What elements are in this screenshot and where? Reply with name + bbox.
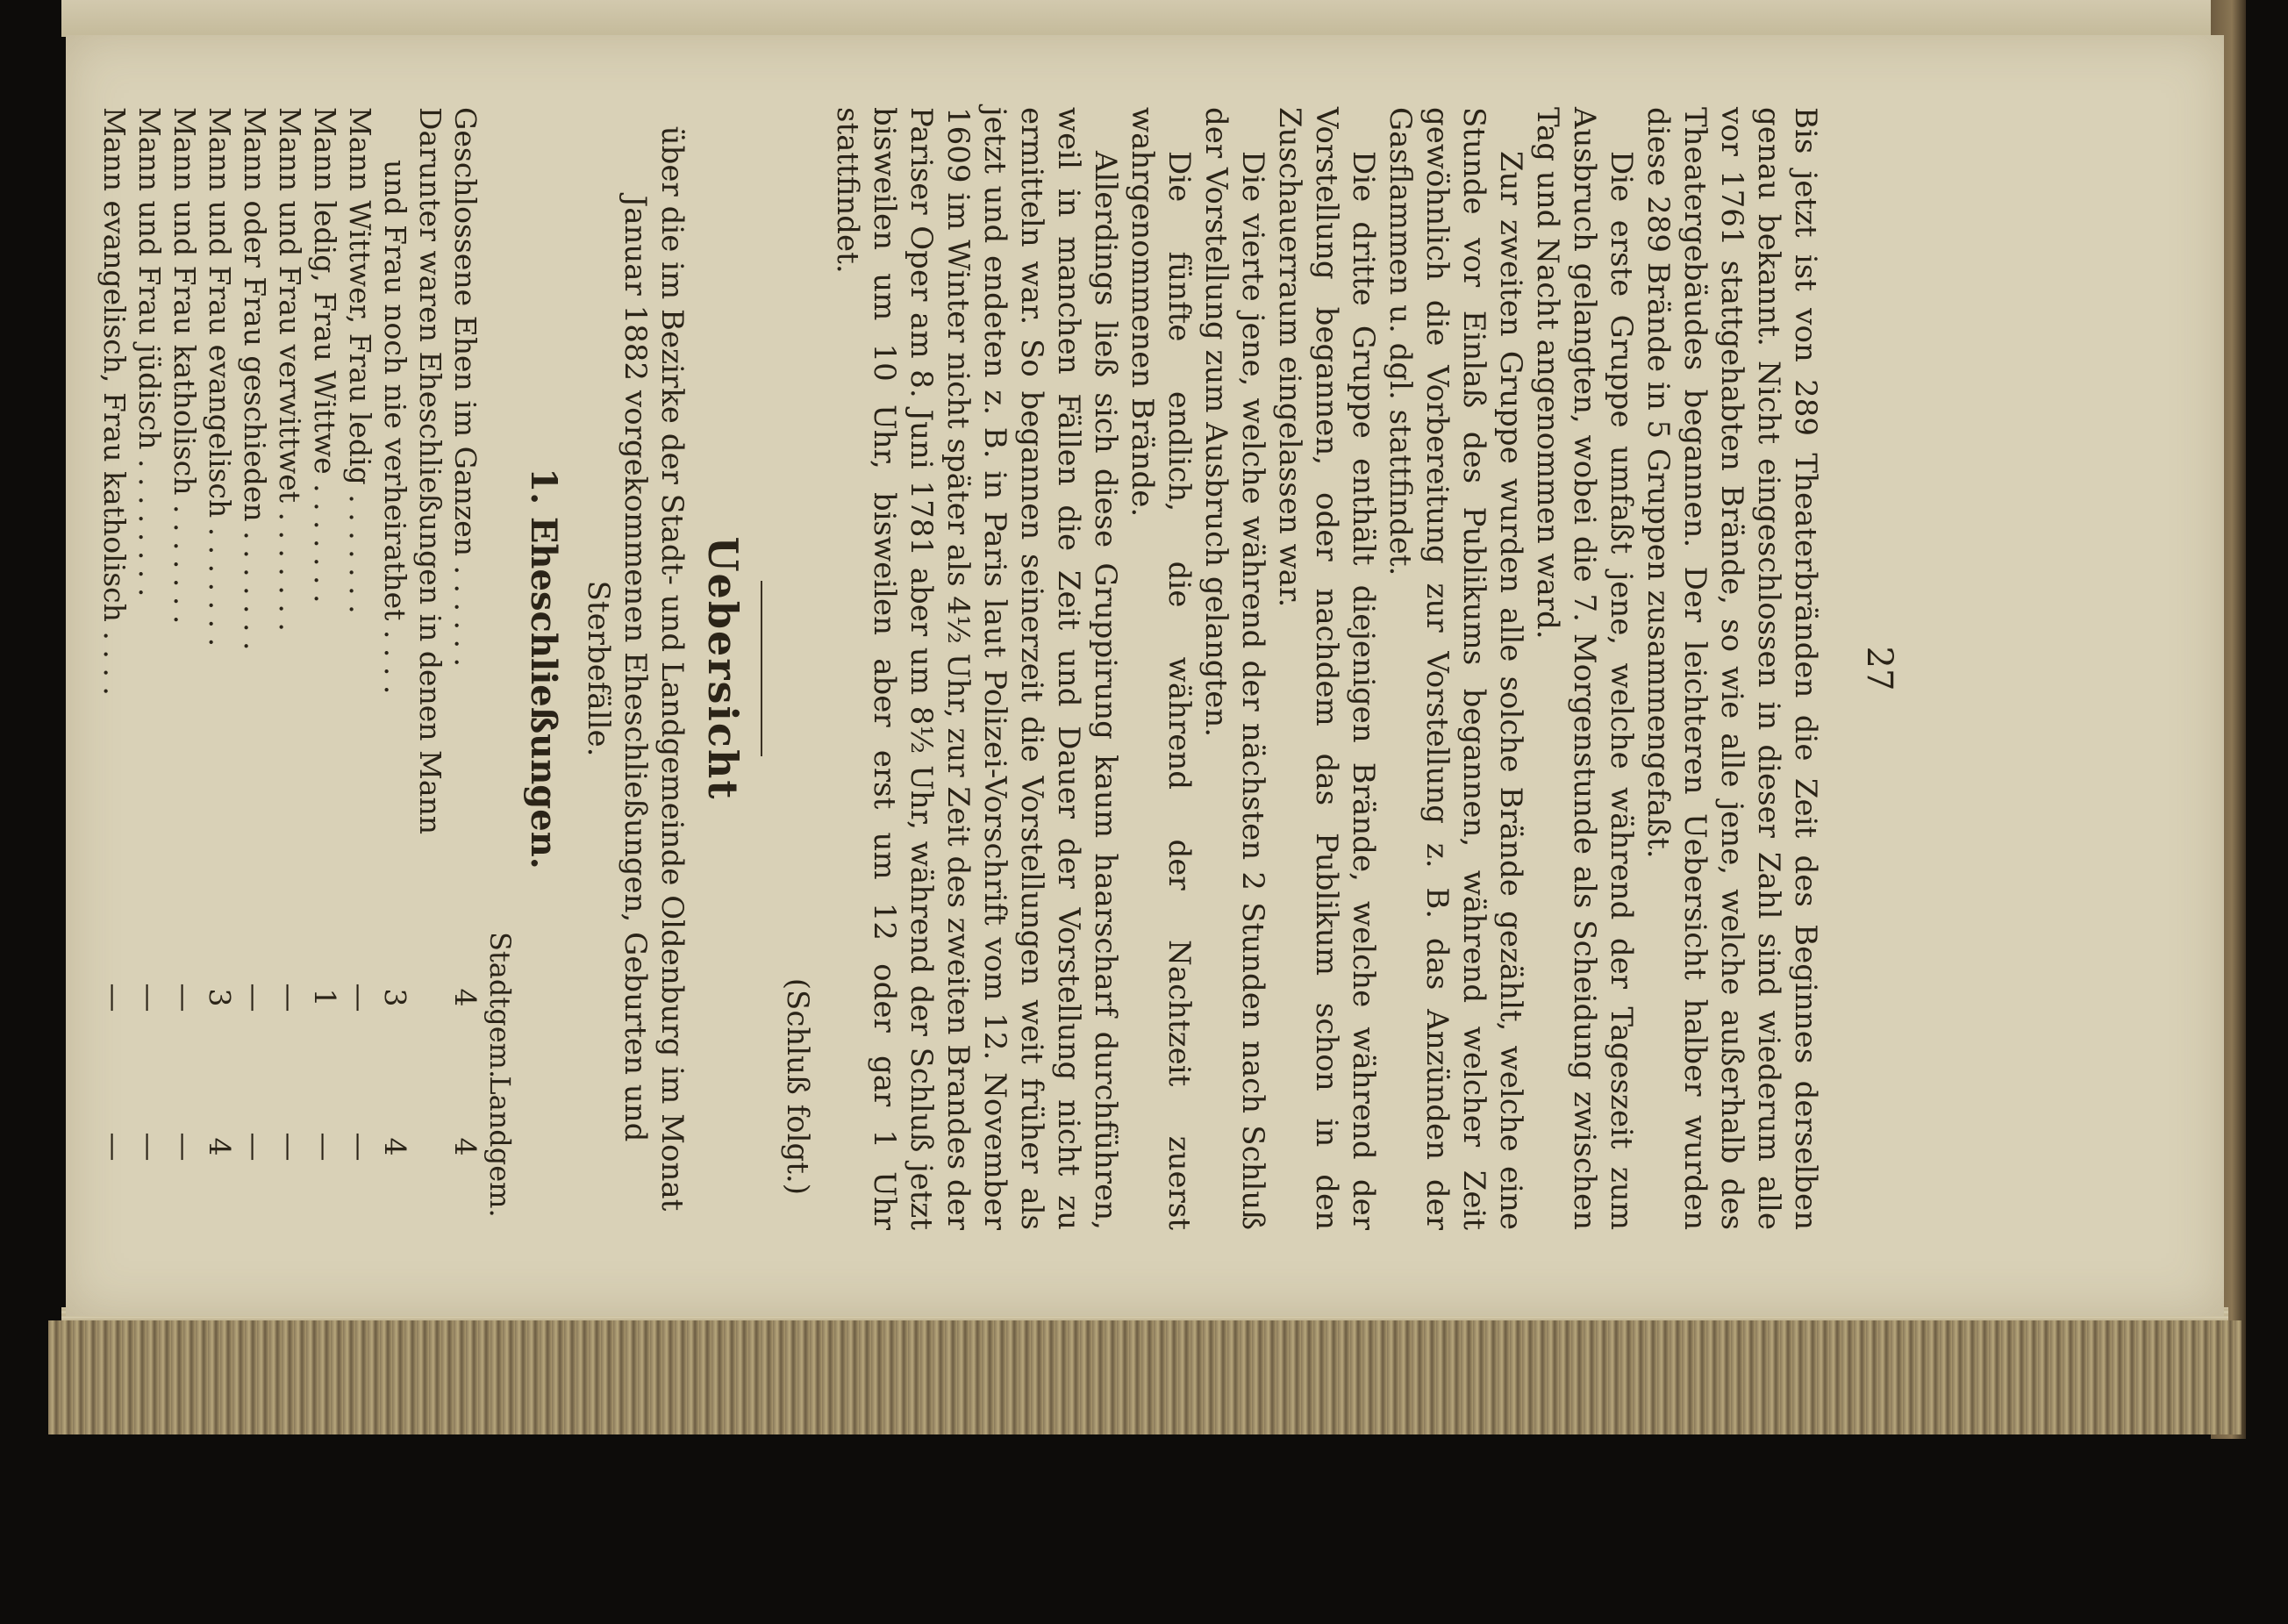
section-heading: Uebersicht: [699, 536, 747, 801]
marriage-table: [97, 107, 518, 1230]
cell-value: —: [168, 983, 202, 1012]
book-page: [66, 35, 2224, 1316]
table-row: [447, 107, 483, 1230]
cell-value: —: [308, 1132, 342, 1162]
column-header: Stadtgem.: [483, 932, 517, 1079]
page-number: 27: [1859, 646, 1899, 691]
cell-value: —: [273, 983, 307, 1012]
cell-value: 4: [203, 1137, 237, 1156]
row-label: Mann und Frau evangelisch . . . . . . .: [203, 107, 237, 647]
row-label: Mann und Frau verwittwet . . . . . . .: [273, 107, 307, 632]
page-content: [0, 54, 1934, 1283]
row-label: Mann und Frau jüdisch . . . . . . . .: [132, 107, 167, 597]
cell-value: —: [238, 1132, 272, 1162]
row-label: Mann Wittwer, Frau ledig . . . . . . .: [343, 107, 377, 614]
cell-value: 4: [378, 1137, 412, 1156]
cell-value: —: [97, 983, 132, 1012]
table-row: [132, 107, 167, 1230]
table-row: [412, 107, 447, 1230]
subsection-heading: 1. Eheschließungen.: [523, 468, 564, 869]
table-header: [483, 107, 518, 1230]
table-row: [237, 107, 272, 1230]
paragraph: Die vierte jene, welche während der nächsten 2 Stunden nach Schluß der Vorstellung zum Ausbruch gelangten.: [1198, 107, 1270, 1230]
cell-value: —: [343, 983, 377, 1012]
paragraph: Bis jetzt ist von 289 Theaterbränden die Zeit des Beginnes derselben genau bekannt. Nicht eingeschlossen in dieser Zahl sind wiederum alle vor 1761 stattgehabten Brände, so wie alle jene, welche außerhalb des Theatergebäudes begannen. Der leichteren Uebersicht halber wurden diese 289 Brände in 5 Gruppen zusammengefaßt.: [1641, 107, 1823, 1230]
table-row: [202, 107, 237, 1230]
cell-value: [412, 1063, 447, 1230]
cell-value: 1: [308, 988, 342, 1007]
paragraph: Die erste Gruppe umfaßt jene, welche während der Tageszeit zum Ausbruch gelangten, wobei die 7. Morgenstunde als Scheidung zwischen Tag und Nacht angenommen ward.: [1530, 107, 1639, 1230]
table-row: [97, 107, 132, 1230]
book-edge: [48, 1320, 2242, 1434]
cell-value: —: [132, 1132, 167, 1162]
table-row: [307, 107, 342, 1230]
paragraph: Zur zweiten Gruppe wurden alle solche Brände gezählt, welche eine Stunde vor Einlaß des Publikums begannen, während welcher Zeit gewöhnlich die Vorbereitung zur Vorstellung z. B. das Anzünden der Gasflammen u. dgl. stattfindet.: [1383, 107, 1528, 1230]
cell-value: —: [168, 1132, 202, 1162]
heading-subtitle: über die im Bezirke der Stadt- und Landgemeinde Oldenburg im Monat Januar 1882 vorgekommenen Eheschließungen, Geburten und Sterbefälle.: [581, 125, 690, 1212]
divider: [761, 581, 762, 756]
closing-note: (Schluß folgt.): [780, 977, 815, 1195]
row-label: Mann evangelisch, Frau katholisch . . . .: [97, 107, 132, 696]
row-label: und Frau noch nie verheirathet . . . .: [378, 160, 412, 695]
row-label: Darunter waren Eheschließungen in denen Mann: [413, 107, 447, 835]
cell-value: —: [343, 1132, 377, 1162]
paragraph: Allerdings ließ sich diese Gruppirung kaum haarscharf durchführen, weil in manchen Fällen die Zeit und Dauer der Vorstellung nicht zu ermitteln war. So begannen seinerzeit die Vorstellungen weit früher als jetzt und endeten z. B. in Paris laut Polizei-Vorschrift vom 12. November 1609 im Winter nicht später als 4½ Uhr, zur Zeit des zweiten Brandes der Pariser Oper am 8. Juni 1781 aber um 8½ Uhr, während der Schluß jetzt bisweilen um 10 Uhr, bisweilen aber erst um 12 oder gar 1 Uhr stattfindet.: [830, 107, 1123, 1230]
cell-value: [412, 932, 447, 1063]
table-row: [272, 107, 307, 1230]
paragraph: Die fünfte endlich, die während der Nachtzeit zuerst wahrgenommenen Brände.: [1125, 107, 1197, 1230]
table-row: [342, 107, 377, 1230]
table-row: [377, 107, 412, 1230]
cell-value: —: [238, 983, 272, 1012]
cell-value: —: [273, 1132, 307, 1162]
column-header: Landgem.: [483, 1076, 517, 1218]
table-row: [167, 107, 202, 1230]
cell-value: 4: [448, 988, 483, 1007]
row-label: Mann oder Frau geschieden . . . . . . .: [238, 107, 272, 651]
cell-value: 3: [203, 988, 237, 1007]
row-label: Mann ledig, Frau Wittwe . . . . . . .: [308, 107, 342, 604]
row-label: Geschlossene Ehen im Ganzen . . . . . .: [448, 107, 483, 667]
row-label: Mann und Frau katholisch . . . . . . .: [168, 107, 202, 625]
cell-value: —: [132, 983, 167, 1012]
facing-page-strip: [61, 0, 2220, 37]
paragraph: Die dritte Gruppe enthält diejenigen Brände, welche während der Vorstellung begannen, oder nachdem das Publikum schon in den Zuschauerraum eingelassen war.: [1272, 107, 1381, 1230]
cell-value: 3: [378, 988, 412, 1007]
cell-value: 4: [448, 1137, 483, 1156]
cell-value: —: [97, 1132, 132, 1162]
